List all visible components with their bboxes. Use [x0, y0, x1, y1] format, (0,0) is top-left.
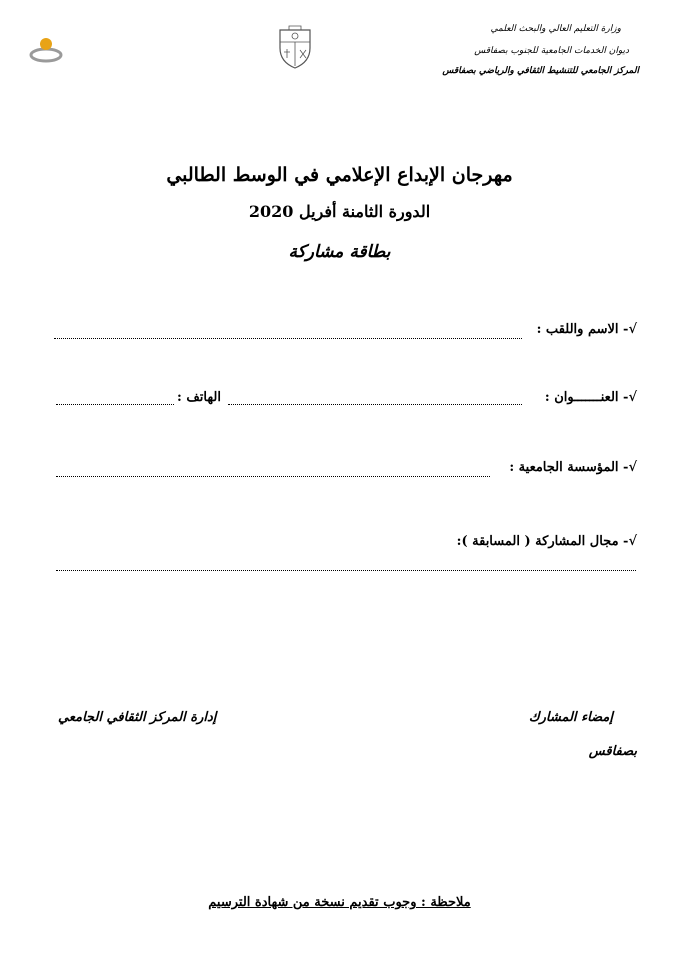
institution-label: - المؤسسة الجامعية :	[509, 460, 629, 475]
check-mark: √	[628, 460, 637, 475]
address-field-label	[545, 390, 637, 405]
address-input-line[interactable]	[228, 404, 522, 405]
domain-field-label	[457, 534, 637, 549]
ministry-name: وزارة التعليم العالي والبحث العلمي	[490, 24, 621, 34]
registration-note	[0, 895, 679, 910]
center-name: المركز الجامعي للتنشيط الثقافي والرياضي بصفاقس	[442, 66, 639, 76]
office-name: ديوان الخدمات الجامعية للجنوب بصفاقس	[474, 46, 629, 56]
institution-field-label	[509, 460, 637, 475]
domain-input-line[interactable]	[56, 570, 636, 571]
festival-title: مهرجان الإبداع الإعلامي في الوسط الطالبي	[166, 164, 513, 186]
participation-card-title: بطاقة مشاركة	[288, 242, 391, 262]
city-label: بصفاقس	[588, 744, 637, 759]
check-mark: √	[628, 390, 637, 405]
phone-label: الهاتف :	[177, 390, 221, 405]
phone-input-line[interactable]	[56, 404, 174, 405]
university-logo-icon	[28, 35, 64, 65]
note-text: ملاحظة : وجوب تقديم نسخة من شهادة الترسيم	[208, 895, 471, 910]
name-field-label	[537, 322, 637, 337]
administration-signature-label: إدارة المركز الثقافي الجامعي	[58, 710, 217, 725]
tunisia-emblem-icon	[272, 22, 318, 70]
name-label: - الاسم واللقب :	[536, 322, 629, 337]
participant-signature-label: إمضاء المشارك	[528, 710, 613, 725]
check-mark: √	[628, 534, 637, 549]
check-mark: √	[628, 322, 637, 337]
domain-label: - مجال المشاركة ( المسابقة ):	[456, 534, 629, 549]
address-label: - العنـــــــوان :	[544, 390, 629, 405]
edition-subtitle: الدورة الثامنة أفريل 2020	[248, 202, 431, 221]
name-input-line[interactable]	[54, 338, 522, 339]
institution-input-line[interactable]	[56, 476, 490, 477]
